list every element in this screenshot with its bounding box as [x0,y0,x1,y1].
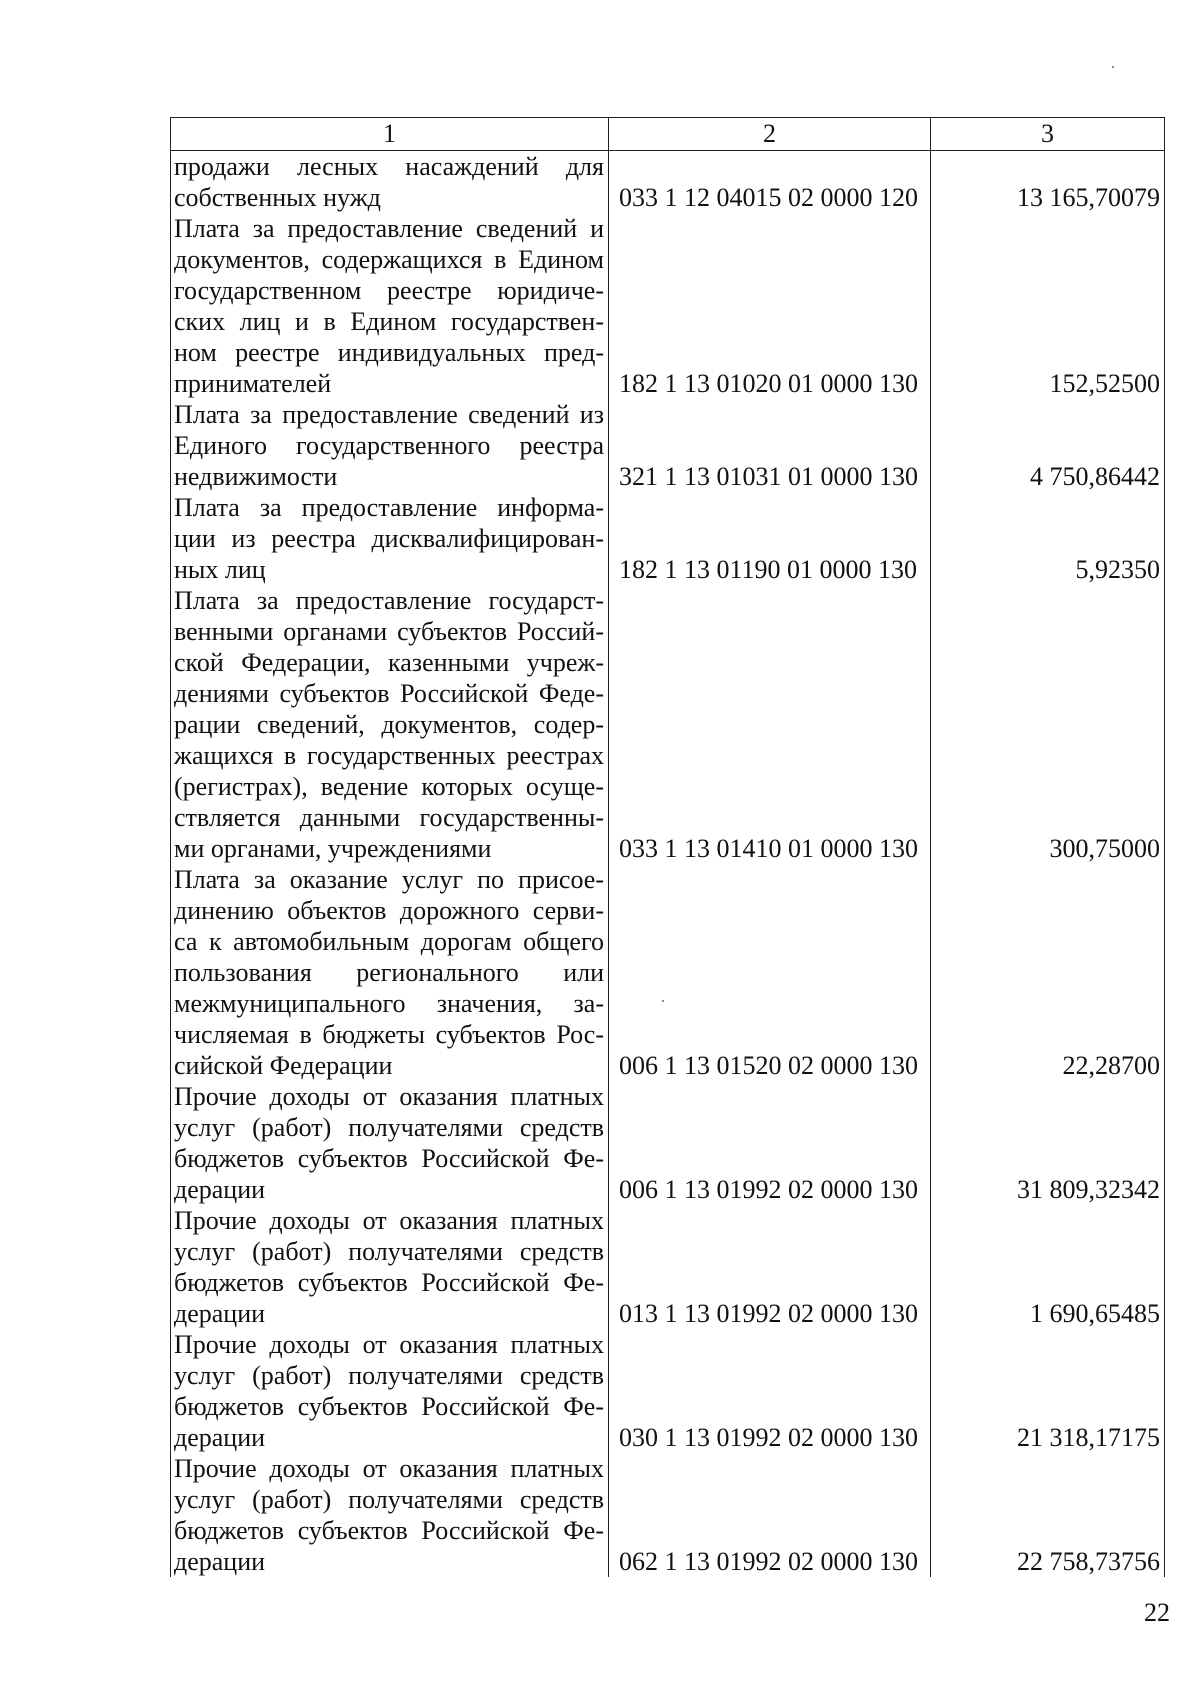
description-line: пользования регионального или [174,958,604,987]
amount-value: 300,75000 [931,585,1165,864]
description-line: Прочие доходы от оказания платных [174,1454,604,1483]
table-row [171,1329,1165,1453]
column-number-row [171,118,1165,151]
description-line: собственных нужд [174,183,381,212]
budget-classification-code: 321 1 13 01031 01 0000 130 [609,399,931,492]
description-line: государственном реестре юридиче- [174,276,604,305]
revenue-description [171,151,609,214]
description-line: принимателей [174,369,332,398]
description-line: са к автомобильным дорогам общего [174,927,604,956]
revenue-description [171,213,609,399]
scan-speck [1112,66,1114,68]
description-line: сийской Федерации [174,1051,393,1080]
description-line: бюджетов субъектов Российской Фе- [174,1268,604,1297]
revenue-description [171,1205,609,1329]
table-row [171,151,1165,214]
description-line: рации сведений, документов, содер- [174,710,604,739]
table-row [171,864,1165,1081]
description-line: документов, содержащихся в Едином [174,245,604,274]
description-line: услуг (работ) получателями средств [174,1237,604,1266]
description-line: жащихся в государственных реестрах [174,741,604,770]
description-line: Прочие доходы от оказания платных [174,1082,604,1111]
description-line: услуг (работ) получателями средств [174,1361,604,1390]
revenue-description [171,585,609,864]
description-line: ми органами, учреждениями [174,834,492,863]
revenue-description [171,1329,609,1453]
description-line: ных лиц [174,555,266,584]
table-row [171,492,1165,585]
description-line: дерации [174,1547,266,1576]
amount-value: 21 318,17175 [931,1329,1165,1453]
amount-value: 4 750,86442 [931,399,1165,492]
description-line: ции из реестра дисквалифицирован- [174,524,604,553]
description-line: продажи лесных насаждений для [174,152,604,181]
budget-classification-code: 033 1 13 01410 01 0000 130 [609,585,931,864]
description-line: дерации [174,1299,266,1328]
table-body [171,151,1165,1578]
description-line: динению объектов дорожного серви- [174,896,604,925]
budget-classification-code: 013 1 13 01992 02 0000 130 [609,1205,931,1329]
description-line: ном реестре индивидуальных пред- [174,338,604,367]
budget-classification-code: 182 1 13 01020 01 0000 130 [609,213,931,399]
budget-classification-code: 182 1 13 01190 01 0000 130 [609,492,931,585]
budget-classification-code: 006 1 13 01520 02 0000 130 [609,864,931,1081]
description-line: Прочие доходы от оказания платных [174,1330,604,1359]
amount-value: 152,52500 [931,213,1165,399]
revenue-description [171,1081,609,1205]
table-row [171,399,1165,492]
description-line: дерации [174,1423,266,1452]
description-line: бюджетов субъектов Российской Фе- [174,1144,604,1173]
description-line: ствляется данными государственны- [174,803,604,832]
amount-value: 31 809,32342 [931,1081,1165,1205]
description-line: числяемая в бюджеты субъектов Рос- [174,1020,604,1049]
description-line: дерации [174,1175,266,1204]
revenue-description [171,1453,609,1577]
amount-value: 5,92350 [931,492,1165,585]
amount-value: 13 165,70079 [931,151,1165,214]
budget-classification-code: 033 1 12 04015 02 0000 120 [609,151,931,214]
description-line: межмуниципального значения, за- [174,989,604,1018]
description-line: бюджетов субъектов Российской Фе- [174,1392,604,1421]
description-line: Плата за предоставление сведений и [174,214,604,243]
revenue-description [171,864,609,1081]
description-line: Плата за предоставление информа- [174,493,604,522]
description-line: ских лиц и в Едином государствен- [174,307,604,336]
table-row [171,1205,1165,1329]
description-line: Плата за оказание услуг по присое- [174,865,604,894]
table-row [171,1453,1165,1577]
description-line: Плата за предоставление государст- [174,586,604,615]
description-line: услуг (работ) получателями средств [174,1485,604,1514]
table-row [171,213,1165,399]
description-line: Плата за предоставление сведений из [174,400,604,429]
description-line: (регистрах), ведение которых осуще- [174,772,604,801]
column-number-3: 3 [931,118,1165,151]
description-line: ской Федерации, казенными учреж- [174,648,604,677]
column-number-2: 2 [609,118,931,151]
budget-classification-code: 006 1 13 01992 02 0000 130 [609,1081,931,1205]
description-line: дениями субъектов Российской Феде- [174,679,604,708]
description-line: Единого государственного реестра [174,431,604,460]
description-line: услуг (работ) получателями средств [174,1113,604,1142]
description-line: недвижимости [174,462,338,491]
column-number-1: 1 [171,118,609,151]
amount-value: 1 690,65485 [931,1205,1165,1329]
budget-classification-code: 062 1 13 01992 02 0000 130 [609,1453,931,1577]
revenue-table [170,117,1165,1577]
revenue-description [171,399,609,492]
description-line: Прочие доходы от оказания платных [174,1206,604,1235]
amount-value: 22,28700 [931,864,1165,1081]
table-row [171,1081,1165,1205]
amount-value: 22 758,73756 [931,1453,1165,1577]
description-line: венными органами субъектов Россий- [174,617,604,646]
revenue-description [171,492,609,585]
description-line: бюджетов субъектов Российской Фе- [174,1516,604,1545]
table-row [171,585,1165,864]
page-number: 22 [1144,1598,1170,1627]
budget-classification-code: 030 1 13 01992 02 0000 130 [609,1329,931,1453]
